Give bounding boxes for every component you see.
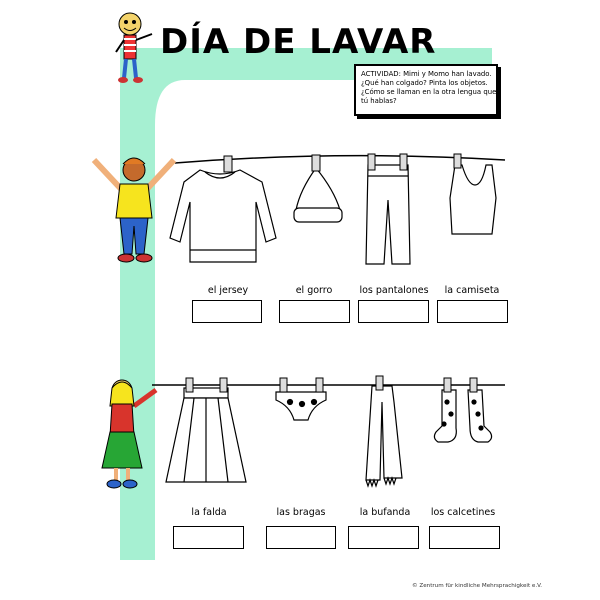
label-el-jersey: el jersey bbox=[207, 285, 249, 296]
label-las-bragas: las bragas bbox=[276, 507, 326, 518]
skirt-drawing bbox=[166, 388, 246, 482]
underpants-drawing bbox=[276, 392, 326, 420]
label-la-bufanda: la bufanda bbox=[359, 507, 411, 518]
activity-line: tú hablas? bbox=[361, 97, 397, 105]
answer-box-la-falda[interactable] bbox=[173, 526, 244, 549]
copyright-notice: © Zentrum für kindliche Mehrsprachigkeit e.V. bbox=[412, 583, 543, 589]
label-el-gorro: el gorro bbox=[295, 285, 333, 296]
answer-box-las-bragas[interactable] bbox=[266, 526, 336, 549]
socks-drawing bbox=[434, 390, 491, 442]
label-los-pantalones: los pantalones bbox=[359, 285, 429, 296]
girl-figure bbox=[100, 376, 164, 492]
activity-line: ACTIVIDAD: Mimi y Momo han lavado. bbox=[361, 70, 492, 78]
answer-box-la-bufanda[interactable] bbox=[348, 526, 419, 549]
answer-box-los-calcetines[interactable] bbox=[429, 526, 500, 549]
activity-line: ¿Qué han colgado? Pinta los objetos. bbox=[361, 79, 488, 87]
page-title: DÍA DE LAVAR bbox=[160, 22, 437, 62]
scarf-drawing bbox=[366, 386, 402, 486]
activity-line: ¿Cómo se llaman en la otra lengua que bbox=[361, 88, 497, 96]
label-los-calcetines: los calcetines bbox=[430, 507, 496, 518]
label-la-camiseta: la camiseta bbox=[444, 285, 500, 296]
label-la-falda: la falda bbox=[191, 507, 227, 518]
